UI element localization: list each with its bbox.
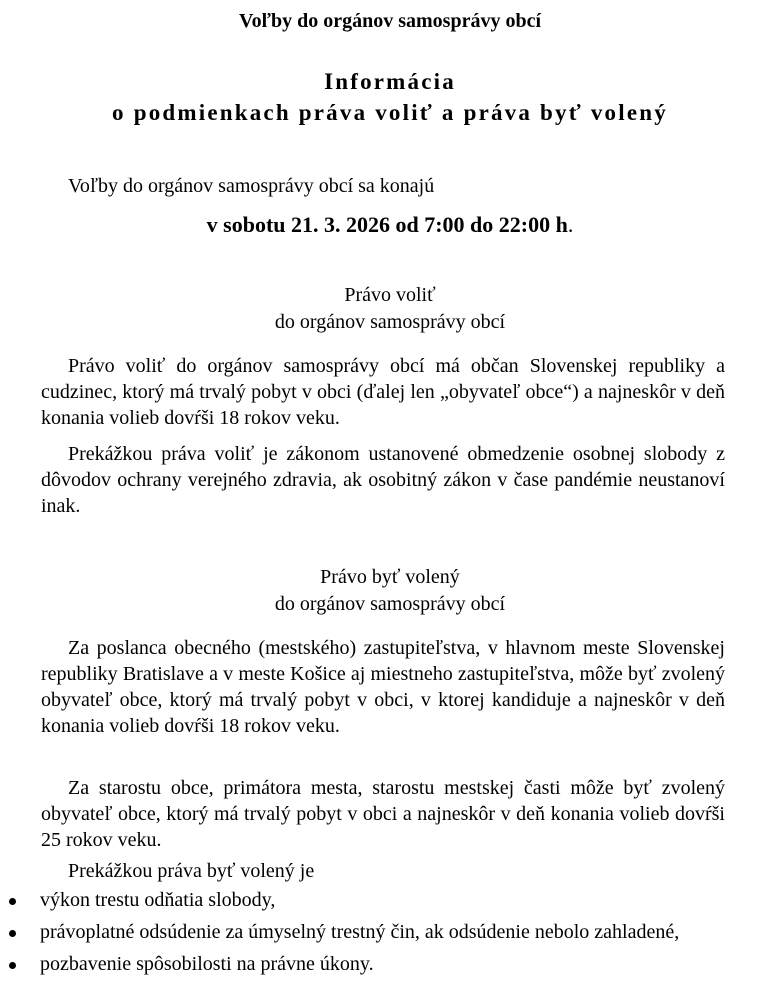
vote-paragraph-2: Prekážkou práva voliť je zákonom ustanovené obmedzenie osobnej slobody z dôvodov ochrany verejného zdravia, ak osobitný zákon v čase pandémie neustanoví inak. (41, 443, 725, 517)
bullet-icon (9, 898, 16, 905)
section-heading-elected-line2: do orgánov samosprávy obcí (274, 593, 506, 615)
list-item-text: výkon trestu odňatia slobody, (40, 889, 276, 911)
bullet-icon (9, 962, 16, 969)
list-item (0, 919, 740, 945)
section-heading-elected (0, 564, 780, 618)
title-line-2: o podmienkach práva voliť a práva byť volený (112, 100, 668, 125)
list-item-text: pozbavenie spôsobilosti na právne úkony. (40, 953, 374, 975)
title-line-1: Informácia (324, 69, 456, 94)
section-heading-vote-line1: Právo voliť (344, 284, 436, 306)
section-heading-vote-line2: do orgánov samosprávy obcí (274, 311, 506, 333)
obstacle-list (0, 887, 740, 983)
section-heading-elected-line1: Právo byť volený (320, 566, 460, 588)
elected-paragraph-1: Za poslanca obecného (mestského) zastupiteľstva, v hlavnom meste Slovenskej republiky Bratislave a v meste Košice aj miestneho zastupiteľstva, môže byť zvolený obyvateľ obce, ktorý má trvalý pobyt v obci, v ktorej kandiduje a najneskôr v deň konania volieb dovŕši 18 rokov veku. (41, 637, 725, 737)
election-date-bold: v sobotu 21. 3. 2026 od 7:00 do 22:00 h (206, 212, 568, 237)
document-title (0, 66, 780, 128)
election-date (0, 211, 780, 239)
list-item (0, 951, 740, 977)
section-heading-vote (0, 282, 780, 336)
elected-paragraph-2: Za starostu obce, primátora mesta, starostu mestskej časti môže byť zvolený obyvateľ obce, ktorý má trvalý pobyt v obci a najneskôr v deň konania volieb dovŕši 25 rokov veku. (41, 777, 725, 851)
elected-obstacle-intro: Prekážkou práva byť volený je (68, 860, 315, 882)
document-header: Voľby do orgánov samosprávy obcí (238, 10, 541, 32)
intro-text: Voľby do orgánov samosprávy obcí sa konajú (68, 175, 435, 197)
list-item-text: právoplatné odsúdenie za úmyselný trestný čin, ak odsúdenie nebolo zahladené, (40, 921, 680, 943)
list-item (0, 887, 740, 913)
bullet-icon (9, 930, 16, 937)
election-date-suffix: . (567, 212, 574, 237)
vote-paragraph-1: Právo voliť do orgánov samosprávy obcí má občan Slovenskej republiky a cudzinec, ktorý má trvalý pobyt v obci (ďalej len „obyvateľ obce“) a najneskôr v deň konania volieb dovŕši 18 rokov veku. (41, 355, 725, 429)
